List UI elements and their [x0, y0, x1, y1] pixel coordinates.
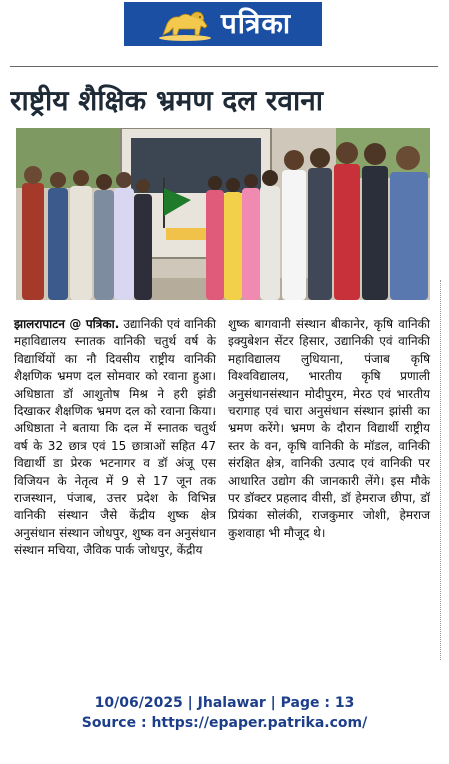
article-column-1 [14, 316, 216, 560]
masthead [124, 2, 322, 46]
headline: राष्ट्रीय शैक्षिक भ्रमण दल रवाना [10, 84, 324, 117]
footer-date-line: 10/06/2025 | Jhalawar | Page : 13 [94, 695, 355, 711]
article-column-2: शुष्क बागवानी संस्थान बीकानेर, कृषि वानिकी इक्युबेशन सेंटर हिसार, उद्यानिकी एवं वानिकी महाविद्यालय लुधियाना, पंजाब कृषि विश्वविद्यालय, भारतीय कृषि प्रणाली अनुसंधानसंस्थान मोदीपुरम, मेरठ एवं भारतीय चरागाह एवं चारा अनुसंधान संस्थान झांसी का भ्रमण करेंगे। भ्रमण के दौरान विद्यार्थी राष्ट्रीय स्तर के वन, कृषि वानिकी के मॉडल, वानिकी संरक्षित क्षेत्र, वानिकी उत्पाद एवं वानिकी पर आधारित उद्योग की जानकारी लेंगे। इस मौके पर डॉक्टर प्रहलाद वीसी, डॉ हेमराज छीपा, डॉ प्रियंका सोलंकी, राजकुमार जोशी, हेमराज कुशवाहा भी मौजूद थे। [228, 317, 430, 540]
lion-icon [155, 4, 215, 44]
side-margin-strip [440, 280, 445, 660]
article-text-column-1: उद्यानिकी एवं वानिकी महाविद्यालय स्नातक वानिकी चतुर्थ वर्ष के विद्यार्थियों का नौ दिवसीय राष्ट्रीय वानिकी शैक्षणिक भ्रमण दल सोमवार को रवाना हुआ। अधिष्ठाता डॉ आशुतोष मिश्र ने हरी झंडी दिखाकर शैक्षणिक भ्रमण दल को रवाना किया। अधिष्ठाता ने बताया कि दल में स्नातक चतुर्थ वर्ष के 32 छात्र एवं 15 छात्राओं सहित 47 विद्यार्थी डा प्रेरक भटनागर व डॉ अंजू एस विजियन के नेतृत्व में 9 से 17 जून तक राजस्थान, पंजाब, उत्तर प्रदेश के विभिन्न वानिकी संस्थान जैसे केंद्रीय शुष्क क्षेत्र अनुसंधान संस्थान जोधपुर, शुष्क वन अनुसंधान संस्थान मचिया, जैविक पार्क जोधपुर, केंद्रीय [14, 317, 216, 558]
news-photo [16, 128, 430, 300]
footer-source-line: Source : https://epaper.patrika.com/ [81, 715, 368, 731]
top-rule [10, 66, 438, 67]
masthead-title: पत्रिका [220, 7, 292, 40]
dateline: झालरापाटन @ पत्रिका. [14, 317, 120, 331]
